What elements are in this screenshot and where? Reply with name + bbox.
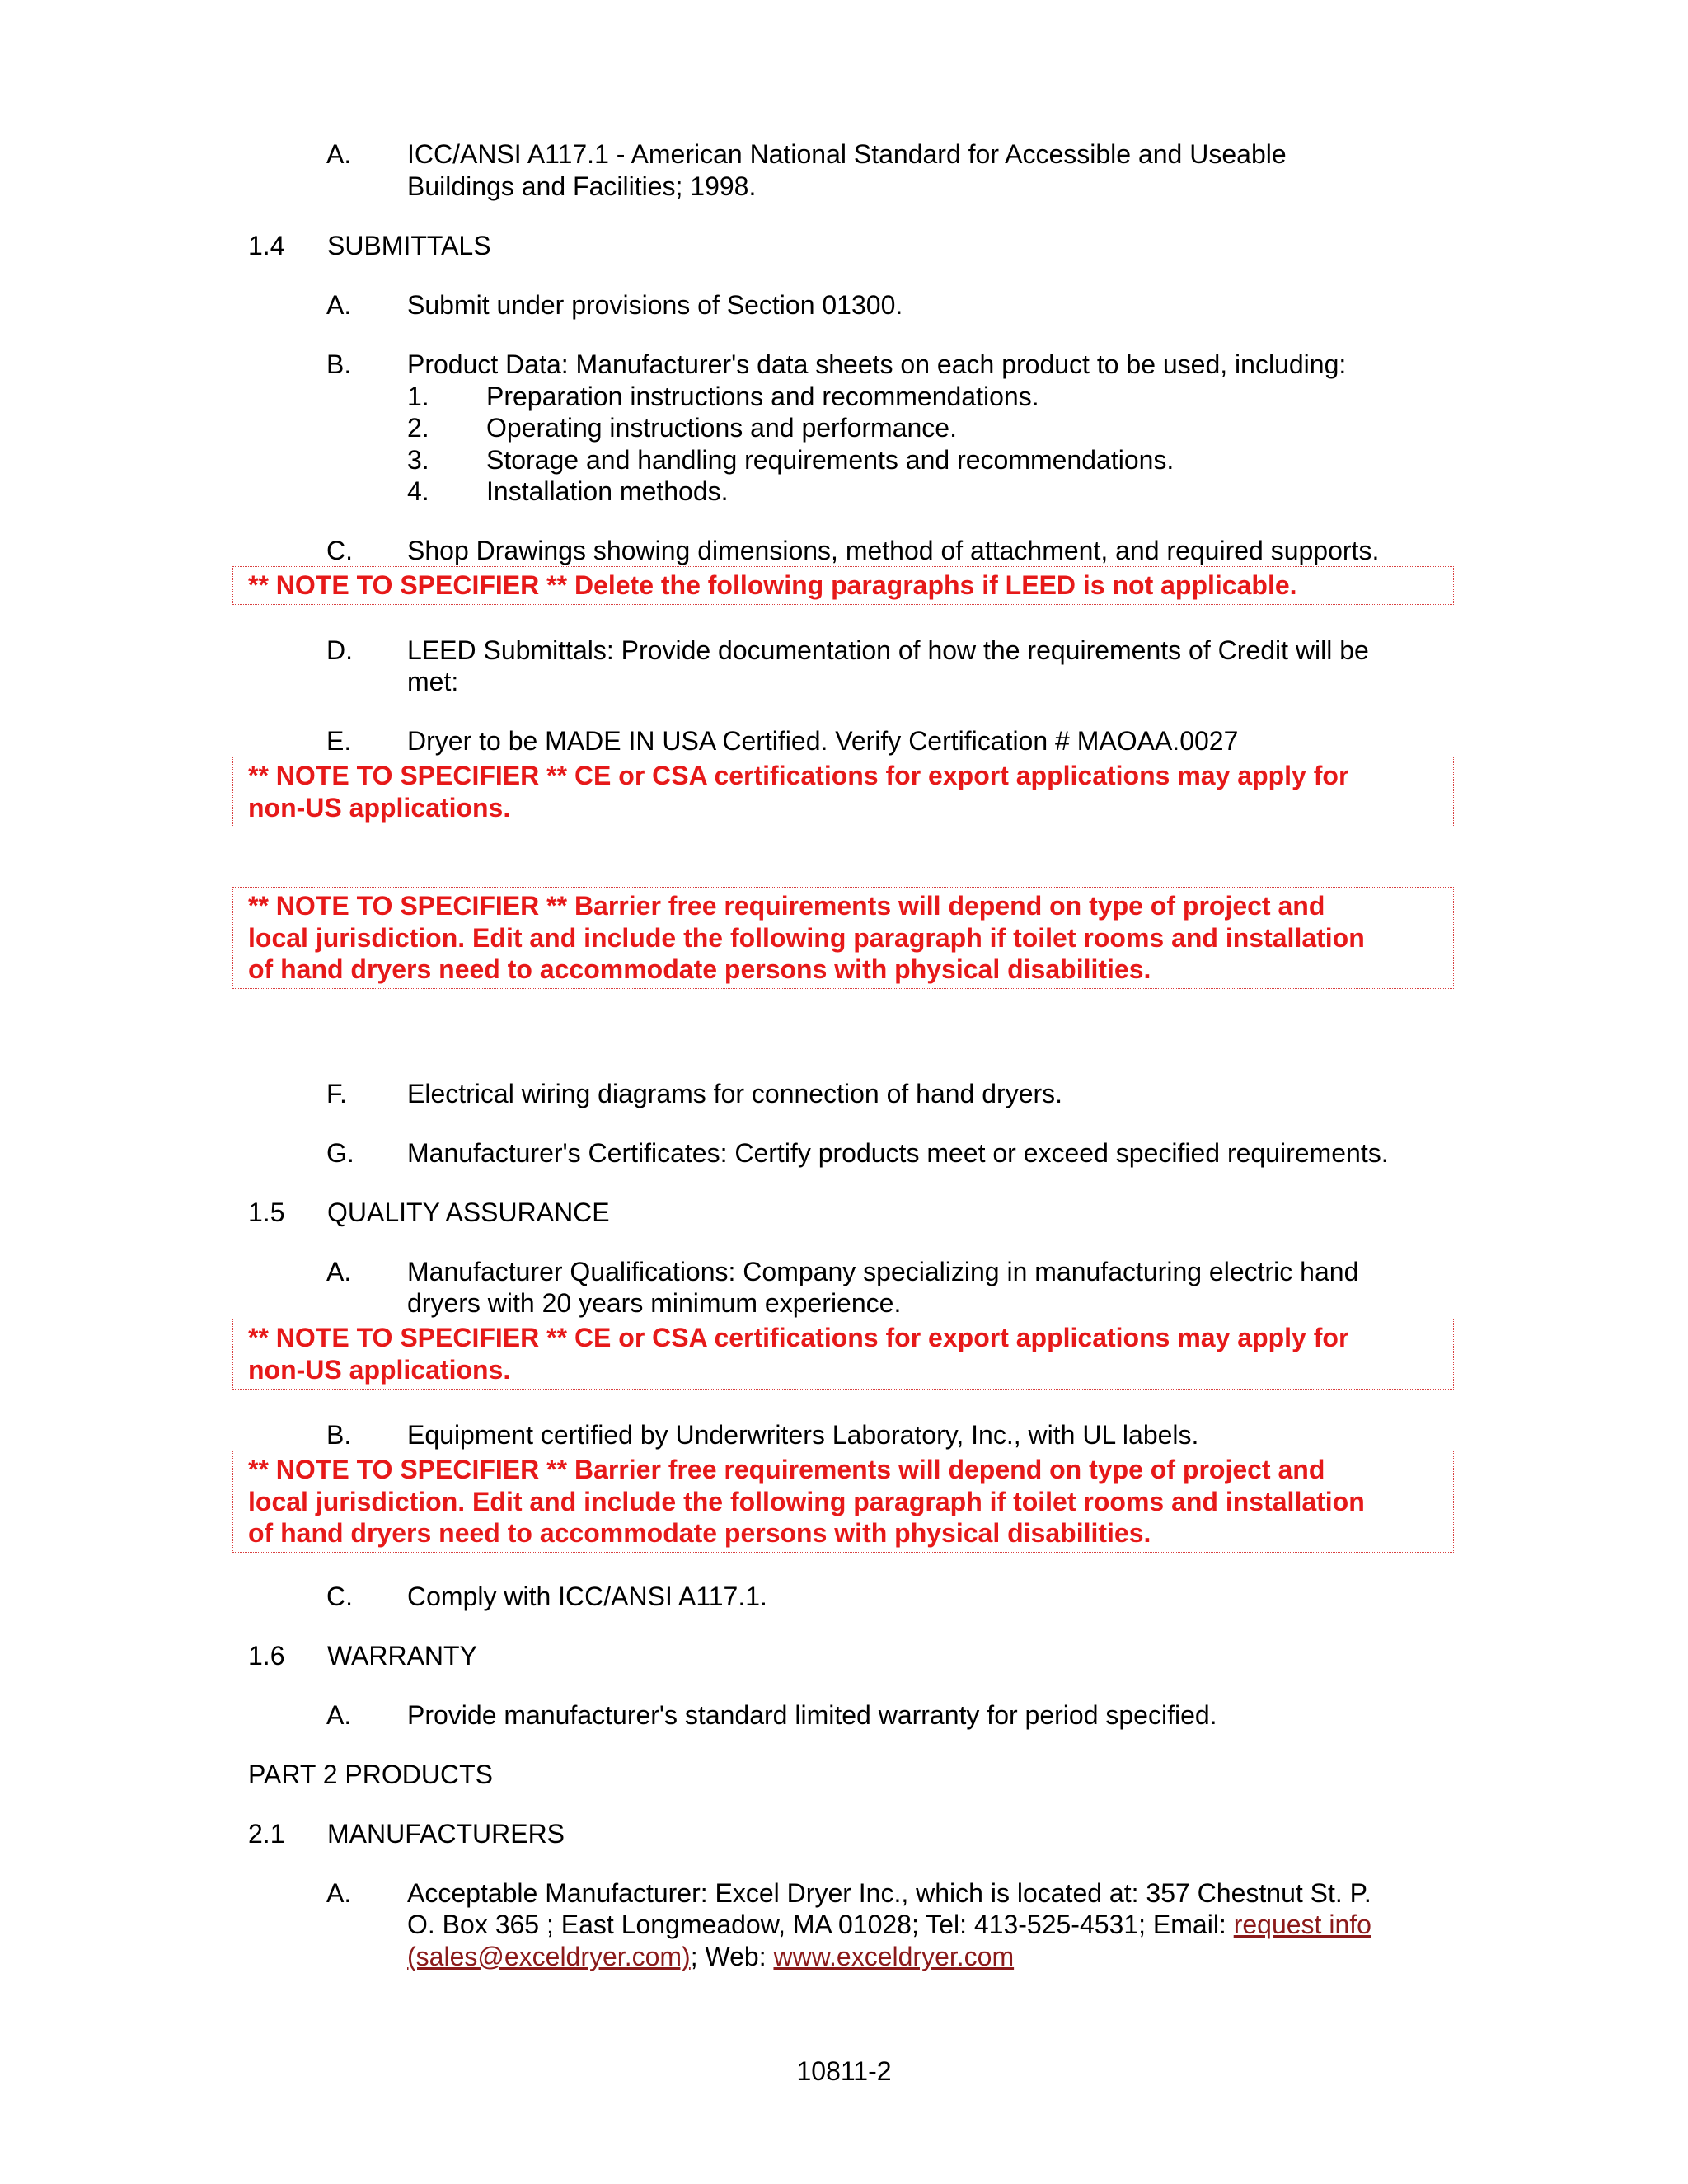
note-text: of hand dryers need to accommodate persons with physical disabilities. bbox=[248, 1518, 1151, 1548]
item-text: Provide manufacturer's standard limited warranty for period specified. bbox=[407, 1700, 1217, 1730]
subitem-number: 3. bbox=[407, 445, 429, 475]
section-title: SUBMITTALS bbox=[327, 231, 491, 260]
item-marker: A. bbox=[326, 1878, 352, 1908]
section-number: 1.6 bbox=[248, 1641, 285, 1671]
item-text bbox=[407, 1909, 1372, 1941]
note-text: non-US applications. bbox=[248, 1355, 511, 1385]
section-title: QUALITY ASSURANCE bbox=[327, 1197, 610, 1227]
subitem-number: 1. bbox=[407, 382, 429, 411]
specifier-note bbox=[232, 887, 1454, 989]
part-heading: PART 2 PRODUCTS bbox=[248, 1760, 493, 1789]
item-text: Equipment certified by Underwriters Laboratory, Inc., with UL labels. bbox=[407, 1420, 1199, 1450]
item-marker: A. bbox=[326, 290, 352, 320]
section-number: 1.4 bbox=[248, 231, 285, 260]
note-text: non-US applications. bbox=[248, 793, 511, 823]
item-marker: B. bbox=[326, 1420, 352, 1450]
item-text: Dryer to be MADE IN USA Certified. Verify Certification # MAOAA.0027 bbox=[407, 726, 1239, 756]
subitem-number: 2. bbox=[407, 413, 429, 443]
item-text: Shop Drawings showing dimensions, method of attachment, and required supports. bbox=[407, 536, 1380, 565]
item-text: Comply with ICC/ANSI A117.1. bbox=[407, 1582, 767, 1611]
website-link[interactable]: www.exceldryer.com bbox=[773, 1942, 1015, 1971]
note-text: of hand dryers need to accommodate persons with physical disabilities. bbox=[248, 954, 1151, 984]
subitem-text: Operating instructions and performance. bbox=[486, 413, 957, 443]
specifier-note bbox=[232, 566, 1454, 605]
web-label: ; Web: bbox=[690, 1942, 774, 1971]
note-text: ** NOTE TO SPECIFIER ** CE or CSA certifications for export applications may apply for bbox=[248, 1323, 1349, 1352]
item-text: Submit under provisions of Section 01300. bbox=[407, 290, 903, 320]
note-text: ** NOTE TO SPECIFIER ** Barrier free requirements will depend on type of project and bbox=[248, 1455, 1325, 1484]
email-link[interactable]: request info bbox=[1233, 1910, 1372, 1939]
subitem-text: Installation methods. bbox=[486, 476, 729, 506]
note-text: local jurisdiction. Edit and include the following paragraph if toilet rooms and installation bbox=[248, 923, 1365, 953]
address-text: O. Box 365 ; East Longmeadow, MA 01028; Tel: 413-525-4531; Email: bbox=[407, 1910, 1234, 1939]
item-text: Product Data: Manufacturer's data sheets on each product to be used, including: bbox=[407, 349, 1347, 379]
page-number: 10811-2 bbox=[796, 2056, 892, 2086]
item-marker: D. bbox=[326, 635, 353, 665]
subitem-text: Storage and handling requirements and recommendations. bbox=[486, 445, 1175, 475]
item-marker: F. bbox=[326, 1079, 347, 1108]
item-marker: C. bbox=[326, 536, 353, 565]
reference-line: Buildings and Facilities; 1998. bbox=[407, 171, 757, 201]
item-text: Manufacturer Qualifications: Company specializing in manufacturing electric hand bbox=[407, 1257, 1359, 1286]
subitem-text: Preparation instructions and recommendations. bbox=[486, 382, 1039, 411]
item-text: Electrical wiring diagrams for connection of hand dryers. bbox=[407, 1079, 1063, 1108]
reference-line: ICC/ANSI A117.1 - American National Standard for Accessible and Useable bbox=[407, 139, 1287, 169]
note-text: local jurisdiction. Edit and include the following paragraph if toilet rooms and installation bbox=[248, 1487, 1365, 1516]
note-text: ** NOTE TO SPECIFIER ** CE or CSA certifications for export applications may apply for bbox=[248, 761, 1349, 790]
email-link-address[interactable]: (sales@exceldryer.com) bbox=[407, 1942, 691, 1971]
item-text: Manufacturer's Certificates: Certify products meet or exceed specified requirements. bbox=[407, 1138, 1389, 1168]
item-text: met: bbox=[407, 667, 459, 696]
item-marker: A. bbox=[326, 1257, 352, 1286]
item-text: Acceptable Manufacturer: Excel Dryer Inc., which is located at: 357 Chestnut St. P. bbox=[407, 1878, 1372, 1908]
item-text: LEED Submittals: Provide documentation of how the requirements of Credit will be bbox=[407, 635, 1369, 665]
item-marker: A. bbox=[326, 1700, 352, 1730]
item-marker: C. bbox=[326, 1582, 353, 1611]
subitem-number: 4. bbox=[407, 476, 429, 506]
item-marker: B. bbox=[326, 349, 352, 379]
section-title: WARRANTY bbox=[327, 1641, 477, 1671]
section-number: 2.1 bbox=[248, 1819, 285, 1849]
item-text bbox=[407, 1941, 1014, 1973]
note-text: ** NOTE TO SPECIFIER ** Barrier free requirements will depend on type of project and bbox=[248, 891, 1325, 921]
specifier-note bbox=[232, 1451, 1454, 1553]
specifier-note bbox=[232, 1319, 1454, 1390]
item-marker: A. bbox=[326, 139, 352, 169]
item-text: dryers with 20 years minimum experience. bbox=[407, 1288, 902, 1318]
section-number: 1.5 bbox=[248, 1197, 285, 1227]
note-text: ** NOTE TO SPECIFIER ** Delete the following paragraphs if LEED is not applicable. bbox=[248, 570, 1297, 600]
item-marker: E. bbox=[326, 726, 352, 756]
specifier-note bbox=[232, 757, 1454, 827]
section-title: MANUFACTURERS bbox=[327, 1819, 565, 1849]
item-marker: G. bbox=[326, 1138, 354, 1168]
